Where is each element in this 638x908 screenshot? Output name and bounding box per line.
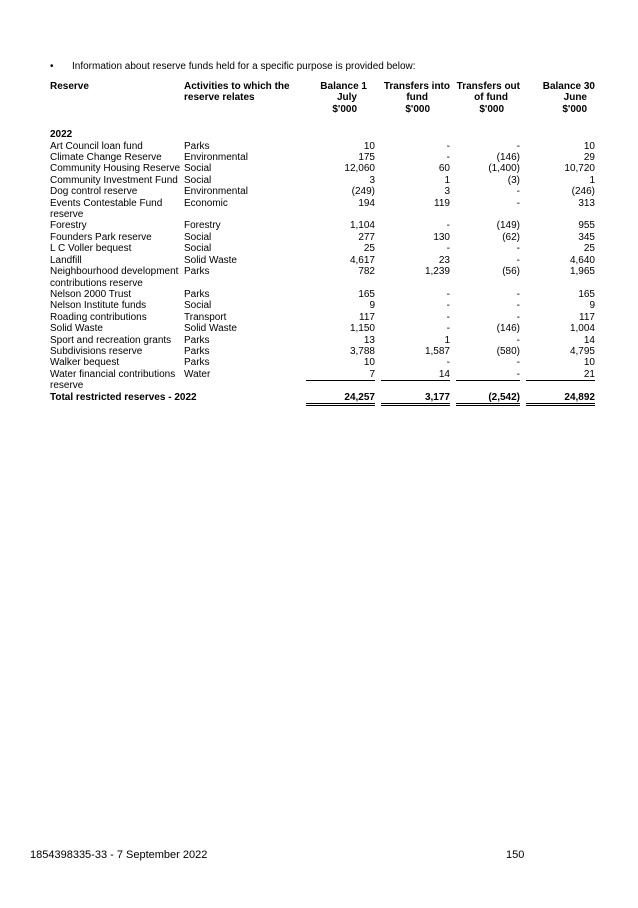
cell-in (375, 323, 450, 334)
cell-out (450, 175, 520, 186)
reserve-name: Walker bequest (50, 357, 120, 369)
reserve-name: Solid Waste (50, 323, 103, 335)
reserve-name: Art Council loan fund (50, 140, 143, 152)
cell-in (375, 220, 450, 231)
cell-value: 9 (369, 300, 375, 312)
cell-value: 12,060 (344, 163, 375, 175)
table-row (50, 335, 595, 346)
cell-value: 1,150 (349, 323, 375, 335)
reserve-name: Nelson 2000 Trust (50, 288, 132, 300)
cell-value: 10 (583, 357, 595, 369)
reserve-name: Neighbourhood development contributions reserve (50, 266, 179, 289)
page-number: 150 (506, 849, 525, 861)
cell-value: 165 (578, 288, 595, 300)
reserve-name: Forestry (50, 220, 87, 232)
cell-value: - (446, 152, 450, 164)
cell-value: 13 (363, 334, 375, 346)
cell-value: (146) (496, 323, 520, 335)
header-line: Activities to which the (184, 81, 290, 92)
cell-in (375, 369, 450, 392)
table-row (50, 232, 595, 243)
cell-start (300, 220, 375, 231)
header-line: June (563, 92, 587, 104)
cell-value: 23 (438, 254, 450, 266)
spacer-row (50, 115, 595, 129)
cell-end (520, 289, 595, 300)
cell-value: 7 (306, 369, 375, 381)
header-line: $'000 (332, 103, 357, 115)
cell-start (300, 175, 375, 186)
table-row (50, 289, 595, 300)
cell-value: - (516, 243, 520, 255)
total-value: 3,177 (381, 392, 450, 406)
cell-value: - (446, 323, 450, 335)
header-reserve: Reserve (50, 81, 89, 92)
header-line: Transfers into (383, 81, 450, 92)
reserve-name: Dog control reserve (50, 186, 138, 198)
cell-value: 9 (589, 300, 595, 312)
reserve-name: Community Housing Reserve (50, 163, 181, 175)
reserve-activity: Parks (184, 140, 210, 152)
cell-in (375, 357, 450, 368)
cell-value: 1 (444, 334, 450, 346)
cell-value: - (446, 140, 450, 152)
reserve-activity: Social (184, 231, 212, 243)
cell-end (520, 243, 595, 254)
reserve-activity: Parks (184, 266, 210, 278)
table-row (50, 163, 595, 174)
header-line: $'000 (405, 103, 430, 115)
cell-out (450, 198, 520, 221)
cell-start (300, 186, 375, 197)
header-transfers-in (375, 81, 450, 115)
cell-end (520, 266, 595, 289)
cell-start (300, 312, 375, 323)
total-in (375, 392, 450, 406)
reserve-activity: Environmental (184, 186, 248, 198)
cell-value: 3 (444, 186, 450, 198)
cell-in (375, 289, 450, 300)
cell-value: (149) (496, 220, 520, 232)
cell-out (450, 369, 520, 392)
reserve-activity: Parks (184, 345, 210, 357)
bullet-icon: • (50, 61, 54, 72)
table-row (50, 357, 595, 368)
cell-value: (3) (507, 174, 520, 186)
cell-end (520, 255, 595, 266)
header-line: $'000 (479, 103, 504, 115)
cell-value: 4,795 (569, 345, 595, 357)
reserve-activity: Social (184, 163, 212, 175)
reserve-activity: Transport (184, 311, 227, 323)
cell-value: 21 (526, 369, 595, 381)
table-row (50, 312, 595, 323)
header-line: fund (406, 92, 428, 104)
header-line: Transfers out (456, 81, 520, 92)
cell-out (450, 220, 520, 231)
reserve-name: Subdivisions reserve (50, 345, 143, 357)
reserve-name: Water financial contributions reserve (50, 368, 176, 392)
cell-end (520, 369, 595, 392)
cell-start (300, 266, 375, 289)
cell-value: 1 (589, 174, 595, 186)
cell-value: 25 (583, 243, 595, 255)
cell-value: - (516, 186, 520, 198)
reserve-name: L C Voller bequest (50, 243, 132, 255)
cell-start (300, 357, 375, 368)
cell-value: - (516, 300, 520, 312)
cell-value: 4,640 (569, 254, 595, 266)
cell-out (450, 335, 520, 346)
header-line: Balance 1 (320, 81, 367, 92)
cell-value: 29 (583, 152, 595, 164)
cell-start (300, 198, 375, 221)
header-line: Balance 30 (542, 81, 595, 92)
header-balance-end (520, 81, 595, 115)
reserve-activity: Social (184, 243, 212, 255)
cell-out (450, 346, 520, 357)
total-value: (2,542) (456, 392, 520, 406)
cell-end (520, 141, 595, 152)
reserve-activity: Economic (184, 197, 228, 209)
cell-end (520, 186, 595, 197)
cell-value: 313 (578, 197, 595, 209)
cell-in (375, 243, 450, 254)
reserve-activity: Parks (184, 288, 210, 300)
cell-value: (580) (496, 345, 520, 357)
cell-value: 3,788 (349, 345, 375, 357)
table-row (50, 323, 595, 334)
year-label: 2022 (50, 129, 73, 141)
intro-text: Information about reserve funds held for a specific purpose is provided below: (72, 61, 416, 72)
cell-out (450, 243, 520, 254)
header-line: of fund (474, 92, 508, 104)
reserve-name: Founders Park reserve (50, 231, 152, 243)
cell-value: 10 (583, 140, 595, 152)
cell-value: 1,104 (349, 220, 375, 232)
table-row (50, 346, 595, 357)
reserve-activity: Solid Waste (184, 254, 237, 266)
reserve-name: Community Investment Fund (50, 174, 178, 186)
cell-start (300, 232, 375, 243)
cell-end (520, 312, 595, 323)
reserve-activity: Social (184, 300, 212, 312)
cell-start (300, 300, 375, 311)
reserve-activity: Water (184, 368, 211, 380)
header-activity (184, 81, 300, 115)
cell-in (375, 175, 450, 186)
cell-start (300, 243, 375, 254)
table-row (50, 300, 595, 311)
cell-in (375, 163, 450, 174)
table-row (50, 255, 595, 266)
cell-value: 10 (363, 357, 375, 369)
total-value: 24,892 (526, 392, 595, 406)
cell-value: 10,720 (564, 163, 595, 175)
cell-value: 60 (438, 163, 450, 175)
cell-end (520, 335, 595, 346)
cell-value: 1,004 (569, 323, 595, 335)
table-row (50, 220, 595, 231)
header-line: $'000 (562, 103, 587, 115)
cell-in (375, 141, 450, 152)
cell-value: - (446, 357, 450, 369)
cell-value: (146) (496, 152, 520, 164)
reserves-table (50, 81, 595, 406)
cell-value: 130 (433, 231, 450, 243)
reserve-activity: Parks (184, 334, 210, 346)
document-reference: 1854398335-33 - 7 September 2022 (30, 849, 208, 861)
table-header-row (50, 81, 595, 115)
cell-value: (56) (502, 266, 520, 278)
cell-out (450, 357, 520, 368)
cell-value: 1,239 (424, 266, 450, 278)
cell-in (375, 186, 450, 197)
reserve-activity: Forestry (184, 220, 221, 232)
table-row (50, 369, 595, 392)
cell-value: 1,965 (569, 266, 595, 278)
cell-value: - (446, 311, 450, 323)
cell-value: 175 (358, 152, 375, 164)
cell-value: (62) (502, 231, 520, 243)
table-row (50, 175, 595, 186)
reserve-name: Roading contributions (50, 311, 147, 323)
table-row (50, 141, 595, 152)
cell-value: 25 (363, 243, 375, 255)
cell-end (520, 300, 595, 311)
reserve-activity: Environmental (184, 152, 248, 164)
cell-value: 14 (381, 369, 450, 381)
cell-in (375, 346, 450, 357)
cell-out (450, 152, 520, 163)
cell-end (520, 198, 595, 221)
cell-value: 119 (434, 197, 450, 209)
cell-out (450, 186, 520, 197)
cell-end (520, 163, 595, 174)
total-out (450, 392, 520, 406)
cell-value: 117 (359, 311, 375, 323)
reserve-name: Events Contestable Fund reserve (50, 197, 163, 221)
cell-in (375, 198, 450, 221)
cell-start (300, 152, 375, 163)
cell-value: 955 (578, 220, 595, 232)
cell-value: - (516, 311, 520, 323)
cell-in (375, 152, 450, 163)
cell-value: - (456, 369, 520, 381)
cell-value: 277 (358, 231, 375, 243)
cell-value: 1 (444, 174, 450, 186)
cell-value: - (446, 288, 450, 300)
cell-start (300, 163, 375, 174)
cell-value: (246) (571, 186, 595, 198)
cell-value: - (516, 288, 520, 300)
reserve-activity: Parks (184, 357, 210, 369)
cell-out (450, 163, 520, 174)
table-row (50, 243, 595, 254)
table-row (50, 186, 595, 197)
cell-value: - (446, 220, 450, 232)
header-line: July (336, 92, 357, 104)
header-line: reserve relates (184, 92, 255, 104)
header-transfers-out (450, 81, 520, 115)
total-label: Total restricted reserves - 2022 (50, 391, 197, 403)
cell-out (450, 312, 520, 323)
total-end (520, 392, 595, 406)
cell-value: - (516, 334, 520, 346)
cell-end (520, 346, 595, 357)
cell-value: 165 (358, 288, 375, 300)
cell-out (450, 232, 520, 243)
cell-value: 3 (369, 174, 375, 186)
reserve-activity: Solid Waste (184, 323, 237, 335)
cell-out (450, 255, 520, 266)
total-row (50, 392, 595, 406)
cell-out (450, 300, 520, 311)
table-row (50, 266, 595, 289)
cell-start (300, 369, 375, 392)
cell-start (300, 289, 375, 300)
cell-start (300, 335, 375, 346)
cell-value: 194 (358, 197, 375, 209)
reserve-name: Landfill (50, 254, 82, 266)
reserve-name: Sport and recreation grants (50, 334, 172, 346)
cell-end (520, 220, 595, 231)
cell-value: 345 (578, 231, 595, 243)
cell-start (300, 346, 375, 357)
cell-in (375, 335, 450, 346)
reserve-name: Nelson Institute funds (50, 300, 147, 312)
year-row (50, 129, 595, 140)
cell-value: - (516, 254, 520, 266)
cell-end (520, 175, 595, 186)
intro-line (50, 61, 416, 72)
cell-value: 1,587 (424, 345, 450, 357)
total-start (300, 392, 375, 406)
cell-start (300, 323, 375, 334)
cell-value: - (446, 300, 450, 312)
cell-end (520, 357, 595, 368)
header-balance-start (300, 81, 375, 115)
cell-value: - (516, 197, 520, 209)
cell-start (300, 255, 375, 266)
cell-value: 117 (579, 311, 595, 323)
cell-start (300, 141, 375, 152)
reserve-name: Climate Change Reserve (50, 152, 162, 164)
cell-in (375, 266, 450, 289)
cell-out (450, 266, 520, 289)
cell-value: - (516, 140, 520, 152)
cell-out (450, 323, 520, 334)
table-row (50, 152, 595, 163)
cell-value: 782 (358, 266, 375, 278)
table-row (50, 198, 595, 221)
cell-out (450, 141, 520, 152)
cell-value: 4,617 (349, 254, 375, 266)
cell-value: 10 (363, 140, 375, 152)
cell-end (520, 323, 595, 334)
cell-value: - (446, 243, 450, 255)
reserve-activity: Social (184, 174, 212, 186)
cell-in (375, 255, 450, 266)
cell-out (450, 289, 520, 300)
cell-value: (249) (351, 186, 375, 198)
cell-value: 14 (583, 334, 595, 346)
cell-in (375, 312, 450, 323)
total-value: 24,257 (306, 392, 375, 406)
cell-end (520, 152, 595, 163)
cell-in (375, 300, 450, 311)
cell-value: (1,400) (488, 163, 520, 175)
cell-end (520, 232, 595, 243)
cell-in (375, 232, 450, 243)
cell-value: - (516, 357, 520, 369)
